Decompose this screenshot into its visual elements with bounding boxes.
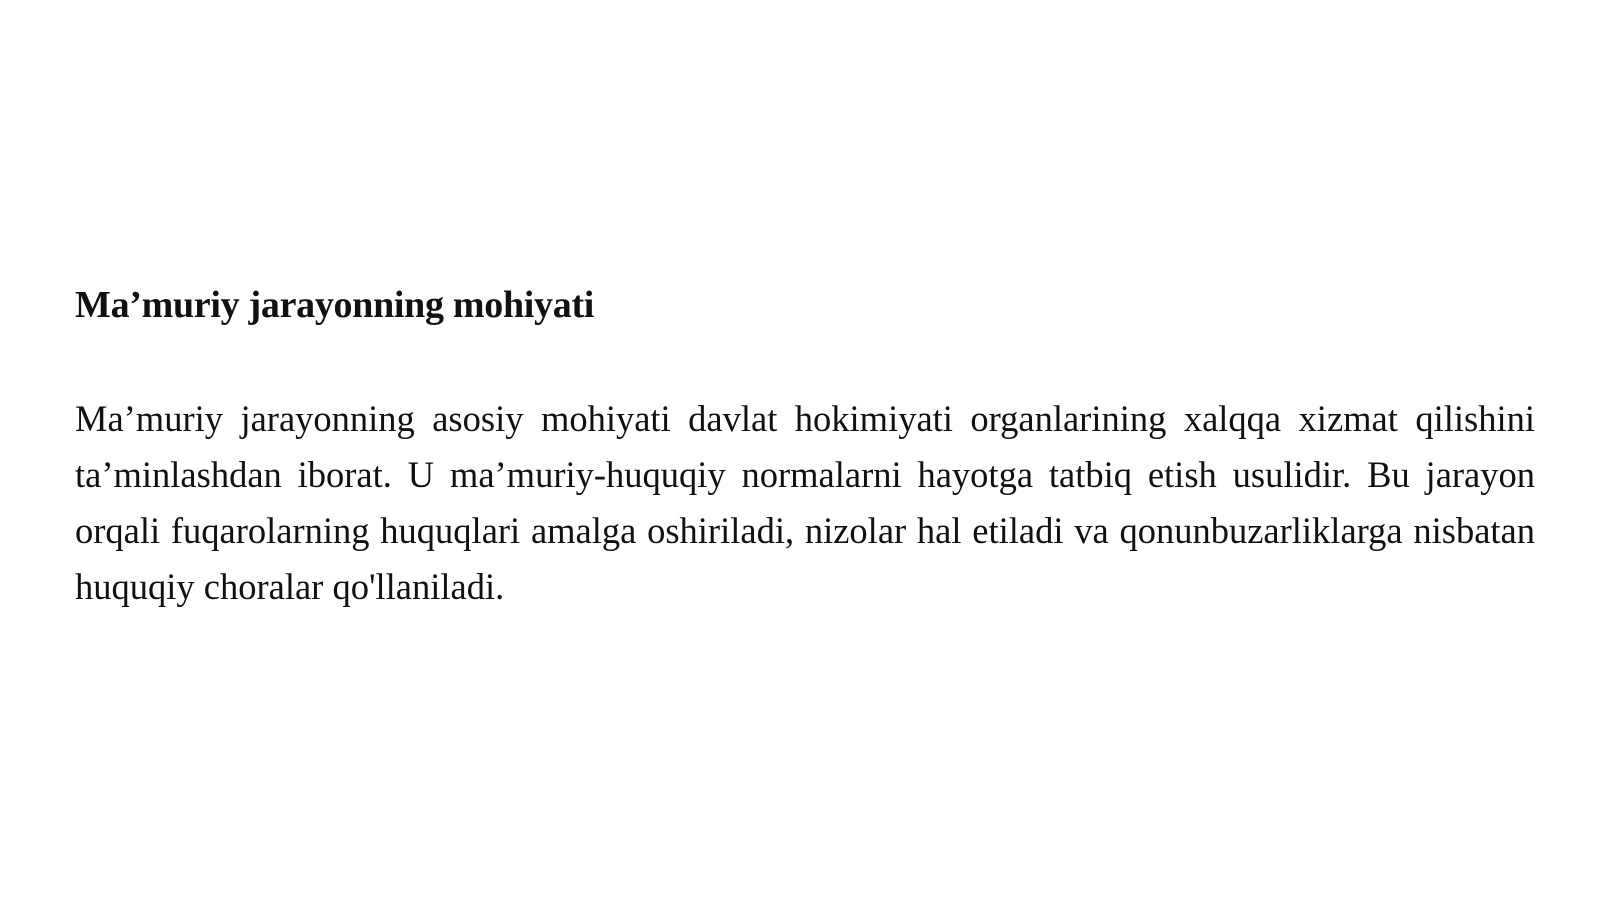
section-heading: Ma’muriy jarayonning mohiyati	[75, 284, 595, 326]
document-page	[75, 283, 1535, 615]
body-paragraph: Ma’muriy jarayonning asosiy mohiyati davlat hokimiyati organlarining xalqqa xizmat qilishini ta’minlashdan iborat. U ma’muriy-huquqiy normalarni hayotga tatbiq etish usulidir. Bu jarayon orqali fuqarolarning huquqlari amalga oshiriladi, nizolar hal etiladi va qonunbuzarliklarga nisbatan huquqiy choralar qo'llaniladi.	[75, 398, 1535, 607]
